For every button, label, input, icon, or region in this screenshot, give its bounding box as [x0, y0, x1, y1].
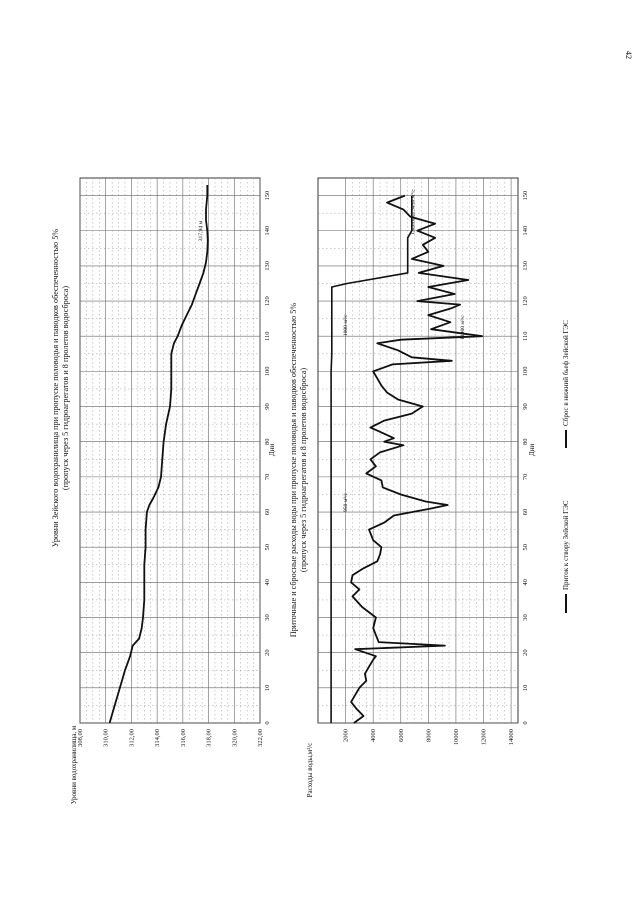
- levels-x-tick-label: 120: [264, 296, 271, 306]
- levels-x-tick-label: 150: [264, 190, 271, 201]
- discharge-y-tick-label: 4000: [370, 729, 378, 742]
- levels-y-axis-label: Уровни водохранилища, м: [70, 725, 78, 805]
- levels-x-tick-label: 100: [264, 366, 271, 377]
- discharge-x-ticks: [522, 191, 529, 725]
- levels-y-tick-label: 316,00: [179, 729, 187, 747]
- levels-grid: [80, 178, 260, 723]
- levels-x-ticks: [264, 191, 271, 725]
- levels-x-axis-label: Дни: [268, 443, 276, 457]
- discharge-x-tick-label: 80: [522, 438, 529, 445]
- levels-y-ticks: [77, 729, 264, 747]
- discharge-y-tick-label: 10000: [452, 729, 460, 746]
- discharge-x-tick-label: 40: [522, 579, 529, 586]
- levels-y-tick-label: 320,00: [231, 729, 239, 747]
- discharge-y-tick-label: 12000: [480, 729, 488, 746]
- levels-annotations: [198, 221, 204, 242]
- levels-x-tick-label: 10: [264, 684, 271, 692]
- levels-x-tick-label: 110: [264, 331, 271, 341]
- discharge-x-tick-label: 130: [522, 261, 529, 271]
- discharge-chart: [289, 178, 570, 797]
- levels-x-tick-label: 60: [264, 508, 271, 516]
- discharge-x-tick-label: 140: [522, 225, 529, 236]
- discharge-x-tick-label: 150: [522, 190, 529, 201]
- levels-y-tick-label: 308,00: [77, 729, 84, 747]
- discharge-x-tick-label: 100: [522, 366, 529, 377]
- discharge-y-ticks: [343, 729, 516, 745]
- levels-chart-title: Уровни Зейского водохранилища при пропуске половодья и паводков обеспеченностью 5%: [51, 228, 60, 548]
- levels-x-tick-label: 0: [264, 721, 271, 725]
- levels-x-tick-label: 20: [264, 649, 271, 656]
- discharge-y-tick-label: 6000: [397, 729, 405, 742]
- discharge-x-tick-label: 0: [522, 721, 529, 725]
- discharge-legend: [562, 320, 570, 613]
- levels-y-tick-label: 312,00: [128, 729, 136, 747]
- discharge-x-tick-label: 20: [522, 649, 529, 656]
- discharge-x-tick-label: 90: [522, 403, 529, 410]
- discharge-x-tick-label: 60: [522, 508, 529, 516]
- discharge-x-tick-label: 30: [522, 614, 529, 621]
- levels-chart: [51, 178, 276, 804]
- discharge-x-axis-label: Дни: [528, 443, 536, 457]
- levels-y-tick-label: 314,00: [154, 729, 162, 747]
- discharge-x-tick-label: 120: [522, 296, 529, 306]
- levels-y-tick-label: 318,00: [205, 729, 213, 747]
- discharge-y-tick-label: 8000: [425, 729, 433, 742]
- levels-x-tick-label: 30: [264, 614, 271, 621]
- levels-x-tick-label: 50: [264, 543, 271, 551]
- levels-x-tick-label: 40: [264, 579, 271, 586]
- discharge-y-tick-label: 2000: [342, 729, 350, 742]
- discharge-x-tick-label: 50: [522, 543, 529, 551]
- discharge-annotations: [343, 189, 466, 512]
- legend-inflow-label: Приток к створу Зейской ГЭС: [562, 500, 570, 590]
- legend-outflow-label: Сброс в нижний бьеф Зейской ГЭС: [562, 320, 570, 426]
- discharge-y-tick-label: 14000: [508, 729, 516, 746]
- levels-chart-subtitle: (пропуск через 5 гидроагрегатов и 8 пролетов водосброса): [61, 285, 70, 491]
- levels-x-tick-label: 140: [264, 225, 271, 236]
- levels-x-tick-label: 70: [264, 473, 271, 481]
- levels-x-tick-label: 90: [264, 403, 271, 410]
- discharge-chart-title: Приточные и сбросные расходы воды при пропуске половодья и паводков обеспеченностью 5%: [289, 302, 298, 638]
- discharge-annotation: 1000 м³/с: [342, 314, 349, 337]
- page-number: 42: [624, 50, 633, 60]
- discharge-x-tick-label: 10: [522, 684, 529, 692]
- levels-y-tick-label: 322,00: [257, 729, 264, 747]
- levels-y-tick-label: 310,00: [102, 729, 110, 747]
- discharge-annotation: 950 м³/с: [342, 492, 349, 513]
- discharge-x-tick-label: 110: [522, 331, 529, 341]
- discharge-x-tick-label: 70: [522, 473, 529, 481]
- discharge-annotation: 11900 м³/с: [460, 315, 467, 340]
- discharge-annotation: Окатовка 3450 м³/с: [410, 189, 417, 235]
- levels-annotation: 317,94 м: [198, 220, 205, 242]
- discharge-y-axis-label: Расходы воды,м³/с: [306, 742, 314, 798]
- levels-x-tick-label: 130: [264, 261, 271, 271]
- levels-x-tick-label: 80: [264, 438, 271, 445]
- discharge-chart-subtitle: (пропуск через 5 гидроагрегатов и 8 пролетов водосброса): [299, 367, 308, 573]
